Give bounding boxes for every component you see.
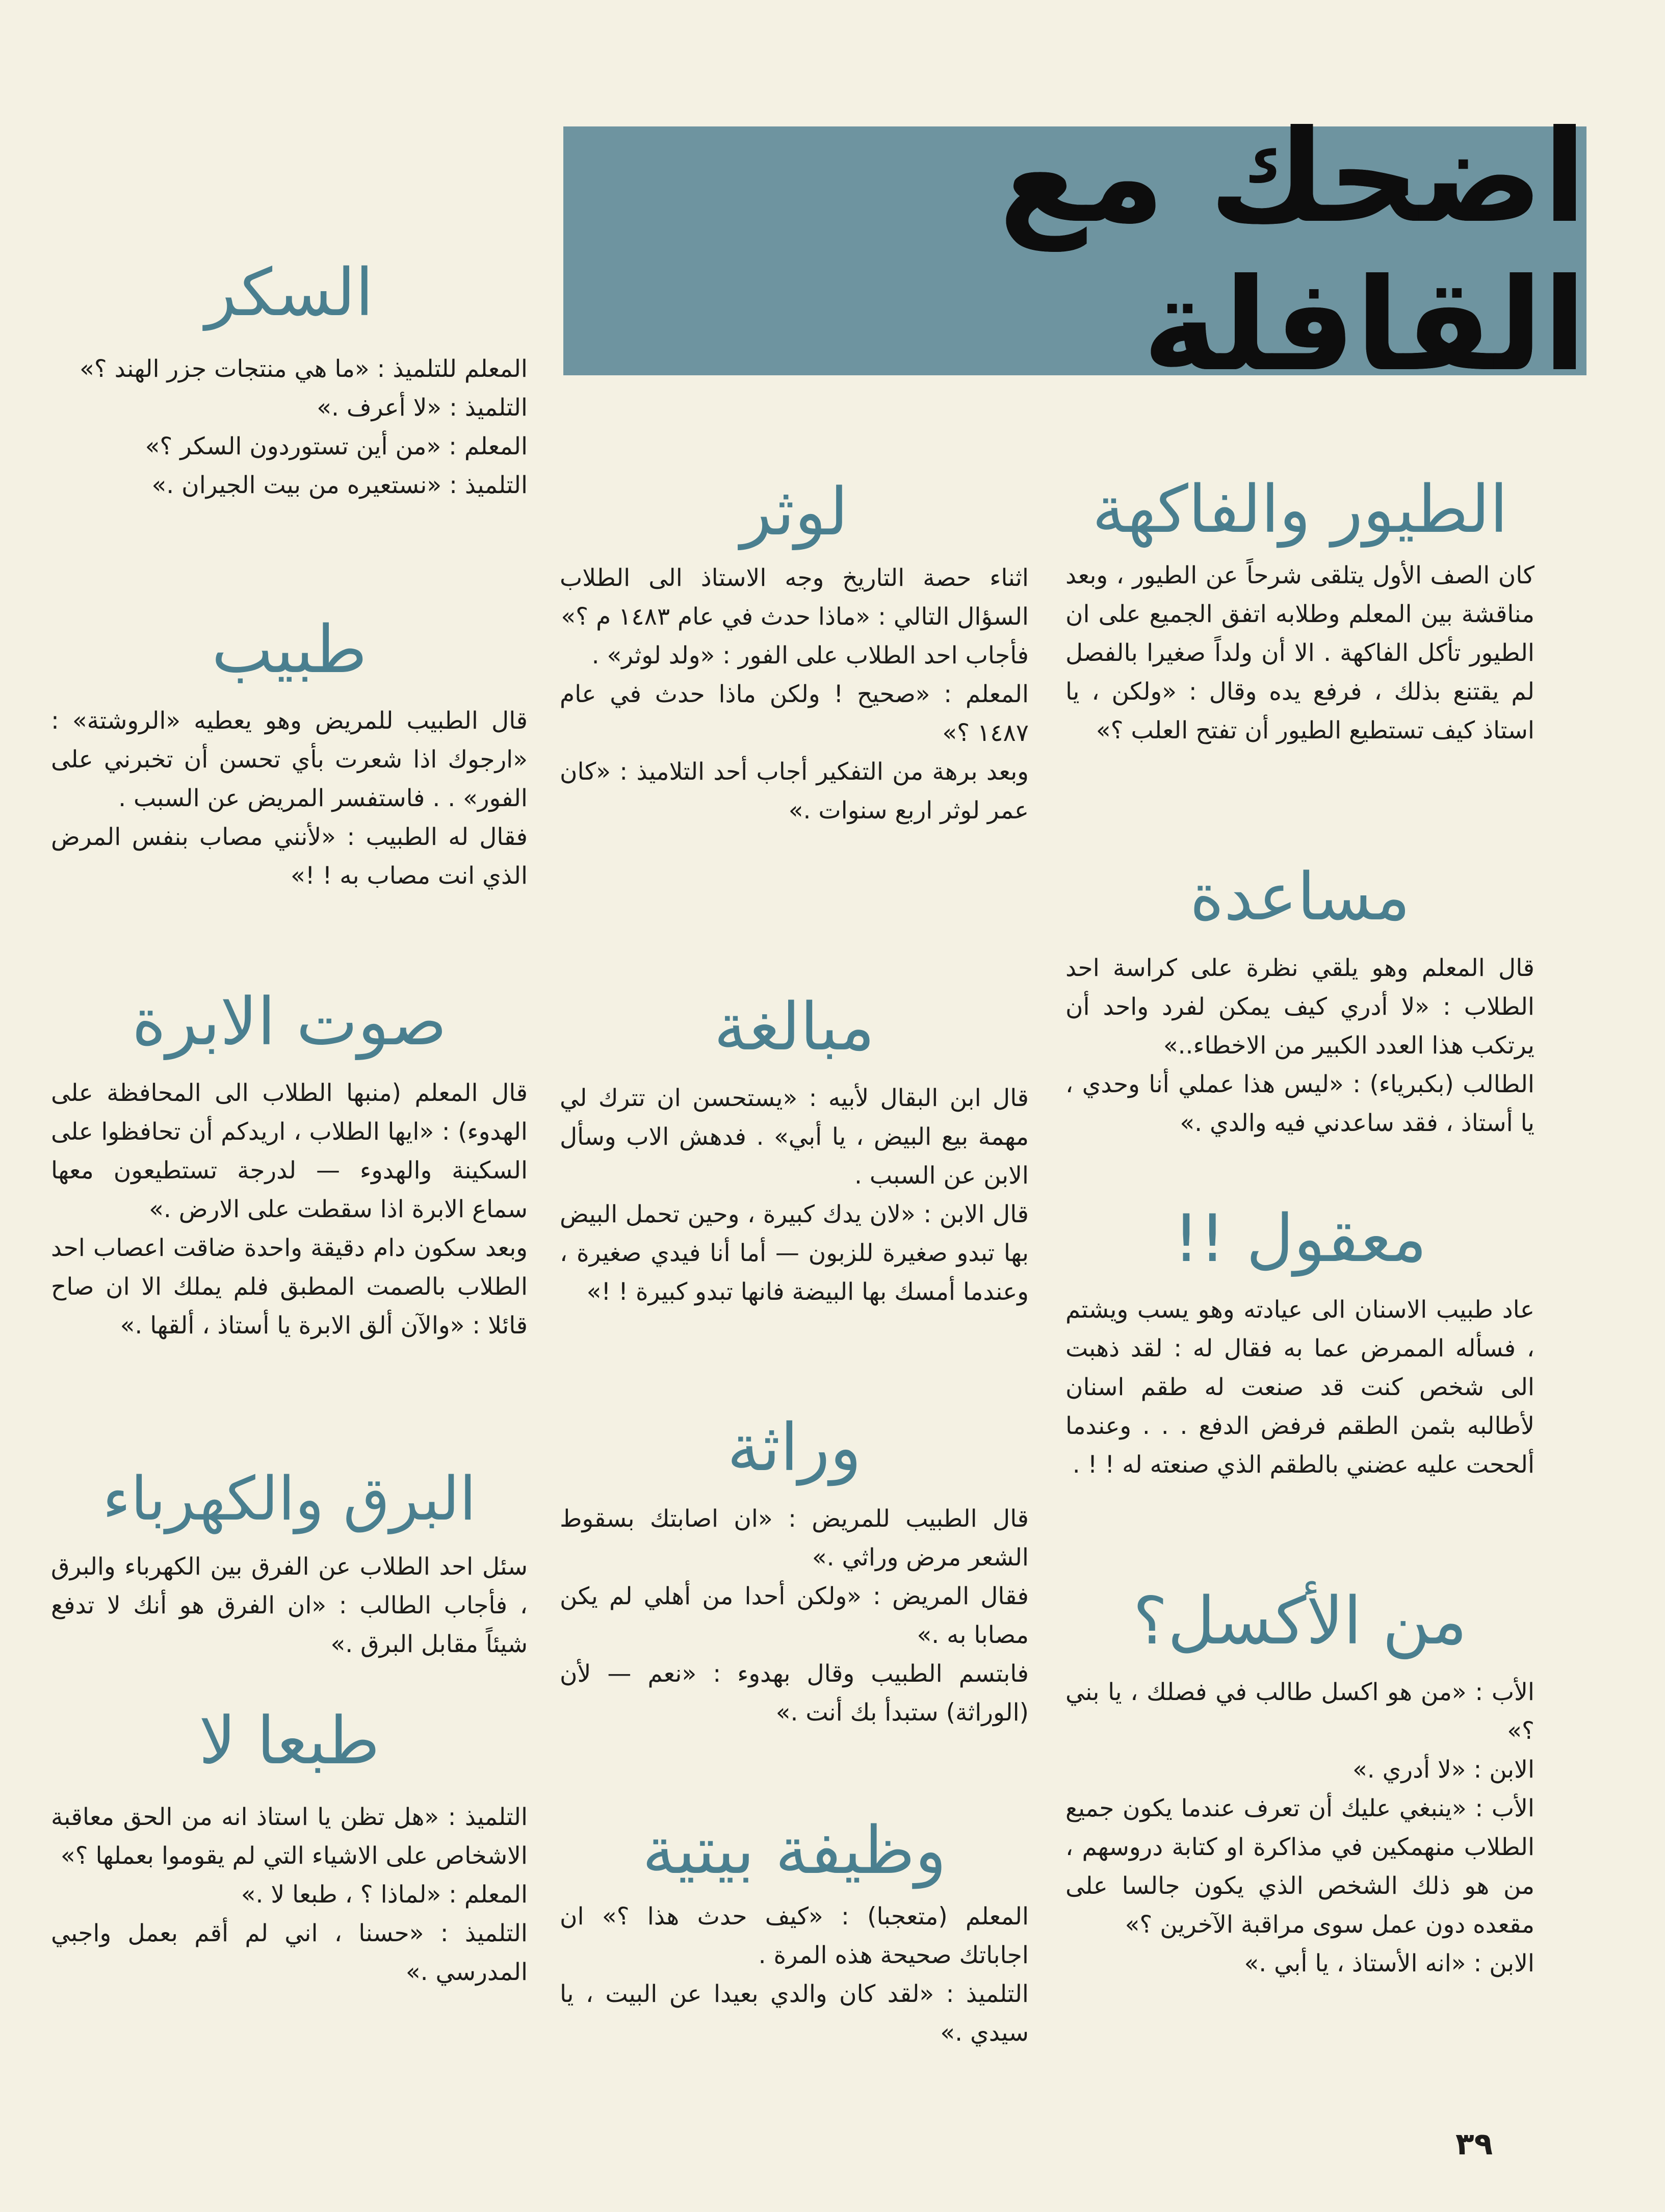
paragraph: قال الابن : «لان يدك كبيرة ، وحين تحمل البيض بها تبدو صغيرة للزبون — أما أنا فيدي صغيرة ، وعندما أمسك بها البيضة فانها تبدو كبيرة ! !» [560, 1200, 1029, 1306]
paragraph: المعلم : «من أين تستوردون السكر ؟» [145, 432, 528, 460]
section-title: من الأكسل؟ [1133, 1583, 1467, 1659]
section-birds [1065, 474, 1534, 750]
header-banner [563, 102, 1586, 399]
paragraph: الابن : «انه الأستاذ ، يا أبي .» [1244, 1949, 1534, 1977]
paragraph: المعلم : «لماذا ؟ ، طبعا لا .» [241, 1880, 528, 1909]
section-title: وراثة [727, 1410, 862, 1486]
section-needle [51, 984, 528, 1345]
paragraph: قال الطبيب للمريض وهو يعطيه «الروشتة» : «ارجوك اذا شعرت بأي تحسن أن تخبرني على الفور» . . فاستفسر المريض عن السبب . [51, 706, 528, 812]
section-sugar [51, 255, 528, 505]
paragraph: سئل احد الطلاب عن الفرق بين الكهرباء والبرق ، فأجاب الطالب : «ان الفرق هو أنك لا تدفع شيئاً مقابل البرق .» [51, 1552, 528, 1658]
paragraph: التلميذ : «نستعيره من بيت الجيران .» [151, 471, 528, 499]
paragraph: التلميذ : «هل تظن يا استاذ انه من الحق معاقبة الاشخاص على الاشياء التي لم يقوموا بعملها ؟» [51, 1803, 528, 1870]
paragraph: المعلم : «صحيح ! ولكن ماذا حدث في عام ١٤٨٧ ؟» [560, 680, 1029, 747]
paragraph: قال الطبيب للمريض : «ان اصابتك بسقوط الشعر مرض وراثي .» [560, 1504, 1029, 1572]
section-ofcourse [51, 1703, 528, 1992]
section-reasonable [1065, 1203, 1534, 1484]
paragraph: الطالب (بكبرياء) : «ليس هذا عملي أنا وحدي ، يا أستاذ ، فقد ساعدني فيه والدي .» [1065, 1070, 1534, 1137]
paragraph: قال المعلم وهو يلقي نظرة على كراسة احد الطلاب : «لا أدري كيف يمكن لفرد واحد أن يرتكب هذا العدد الكبير من الاخطاء..» [1065, 954, 1534, 1060]
section-title: الطيور والفاكهة [1092, 472, 1508, 548]
section-title: البرق والكهرباء [102, 1463, 477, 1534]
paragraph: الأب : «من هو اكسل طالب في فصلك ، يا بني ؟» [1065, 1678, 1534, 1745]
paragraph: فابتسم الطبيب وقال بهدوء : «نعم — لأن (الوراثة) ستبدأ بك أنت .» [560, 1659, 1029, 1727]
section-title: معقول !! [1173, 1201, 1427, 1277]
paragraph: عاد طبيب الاسنان الى عيادته وهو يسب ويشتم ، فسأله الممرض عما به فقال له : لقد ذهبت الى شخص كنت قد صنعت له طقم اسنان لأطالبه بثمن الطقم فرفض الدفع . . . وعندما ألححت عليه عضني بالطقم الذي صنعته له ! ! . [1065, 1295, 1534, 1479]
section-luther [560, 474, 1029, 830]
section-help [1065, 859, 1534, 1143]
section-title: وظيفة بيتية [642, 1813, 947, 1889]
section-title: صوت الابرة [132, 984, 447, 1060]
section-exaggeration [560, 989, 1029, 1311]
section-title: السكر [205, 255, 374, 331]
paragraph: التلميذ : «لا أعرف .» [317, 393, 528, 422]
section-title: مبالغة [714, 989, 875, 1065]
section-lightning [51, 1463, 528, 1664]
section-title: لوثر [740, 474, 848, 550]
section-title: مساعدة [1189, 859, 1411, 935]
paragraph: المعلم (متعجبا) : «كيف حدث هذا ؟» ان اجاباتك صحيحة هذه المرة . [560, 1902, 1029, 1969]
section-title: طبعا لا [199, 1703, 380, 1779]
section-homework [560, 1815, 1029, 2052]
paragraph: وبعد سكون دام دقيقة واحدة ضاقت اعصاب احد الطلاب بالصمت المطبق فلم يملك الا ان صاح قائلا : «والآن ألق الابرة يا أستاذ ، ألقها .» [51, 1233, 528, 1340]
paragraph: فأجاب احد الطلاب على الفور : «ولد لوثر» . [591, 641, 1029, 670]
section-title: طبيب [212, 612, 367, 688]
paragraph: قال ابن البقال لأبيه : «يستحسن ان تترك لي مهمة بيع البيض ، يا أبي» . فدهش الاب وسأل الابن عن السبب . [560, 1084, 1029, 1190]
section-laziest [1065, 1583, 1534, 1983]
paragraph: فقال المريض : «ولكن أحدا من أهلي لم يكن مصابا به .» [560, 1582, 1029, 1649]
paragraph: اثناء حصة التاريخ وجه الاستاذ الى الطلاب السؤال التالي : «ماذا حدث في عام ١٤٨٣ م ؟» [560, 563, 1029, 631]
section-heredity [560, 1412, 1029, 1732]
paragraph: الأب : «ينبغي عليك أن تعرف عندما يكون جميع الطلاب منهمكين في مذاكرة او كتابة دروسهم ، من هو ذلك الشخص الذي يكون جالسا على مقعده دون عمل سوى مراقبة الآخرين ؟» [1065, 1794, 1534, 1939]
banner-title: اضحك مع القافلة [999, 102, 1586, 399]
page-number: ٣٩ [1455, 2126, 1493, 2162]
paragraph: كان الصف الأول يتلقى شرحاً عن الطيور ، وبعد مناقشة بين المعلم وطلابه اتفق الجميع على ان الطيور تأكل الفاكهة . الا أن ولداً صغيرا بالفصل لم يقتنع بذلك ، فرفع يده وقال : «ولكن ، يا استاذ كيف تستطيع الطيور أن تفتح العلب ؟» [1065, 561, 1534, 744]
section-doctor [51, 614, 528, 895]
paragraph: التلميذ : «لقد كان والدي بعيدا عن البيت ، يا سيدي .» [560, 1979, 1029, 2047]
paragraph: التلميذ : «حسنا ، اني لم أقم بعمل واجبي المدرسي .» [51, 1919, 528, 1986]
paragraph: فقال له الطبيب : «لأنني مصاب بنفس المرض الذي انت مصاب به ! !» [51, 822, 528, 890]
paragraph: الابن : «لا أدري .» [1352, 1755, 1534, 1784]
paragraph: المعلم للتلميذ : «ما هي منتجات جزر الهند ؟» [79, 354, 528, 383]
paragraph: قال المعلم (منبها الطلاب الى المحافظة على الهدوء) : «ايها الطلاب ، اريدكم أن تحافظوا على السكينة والهدوء — لدرجة تستطيعون معها سماع الابرة اذا سقطت على الارض .» [51, 1078, 528, 1223]
paragraph: وبعد برهة من التفكير أجاب أحد التلاميذ : «كان عمر لوثر اربع سنوات .» [560, 757, 1029, 825]
